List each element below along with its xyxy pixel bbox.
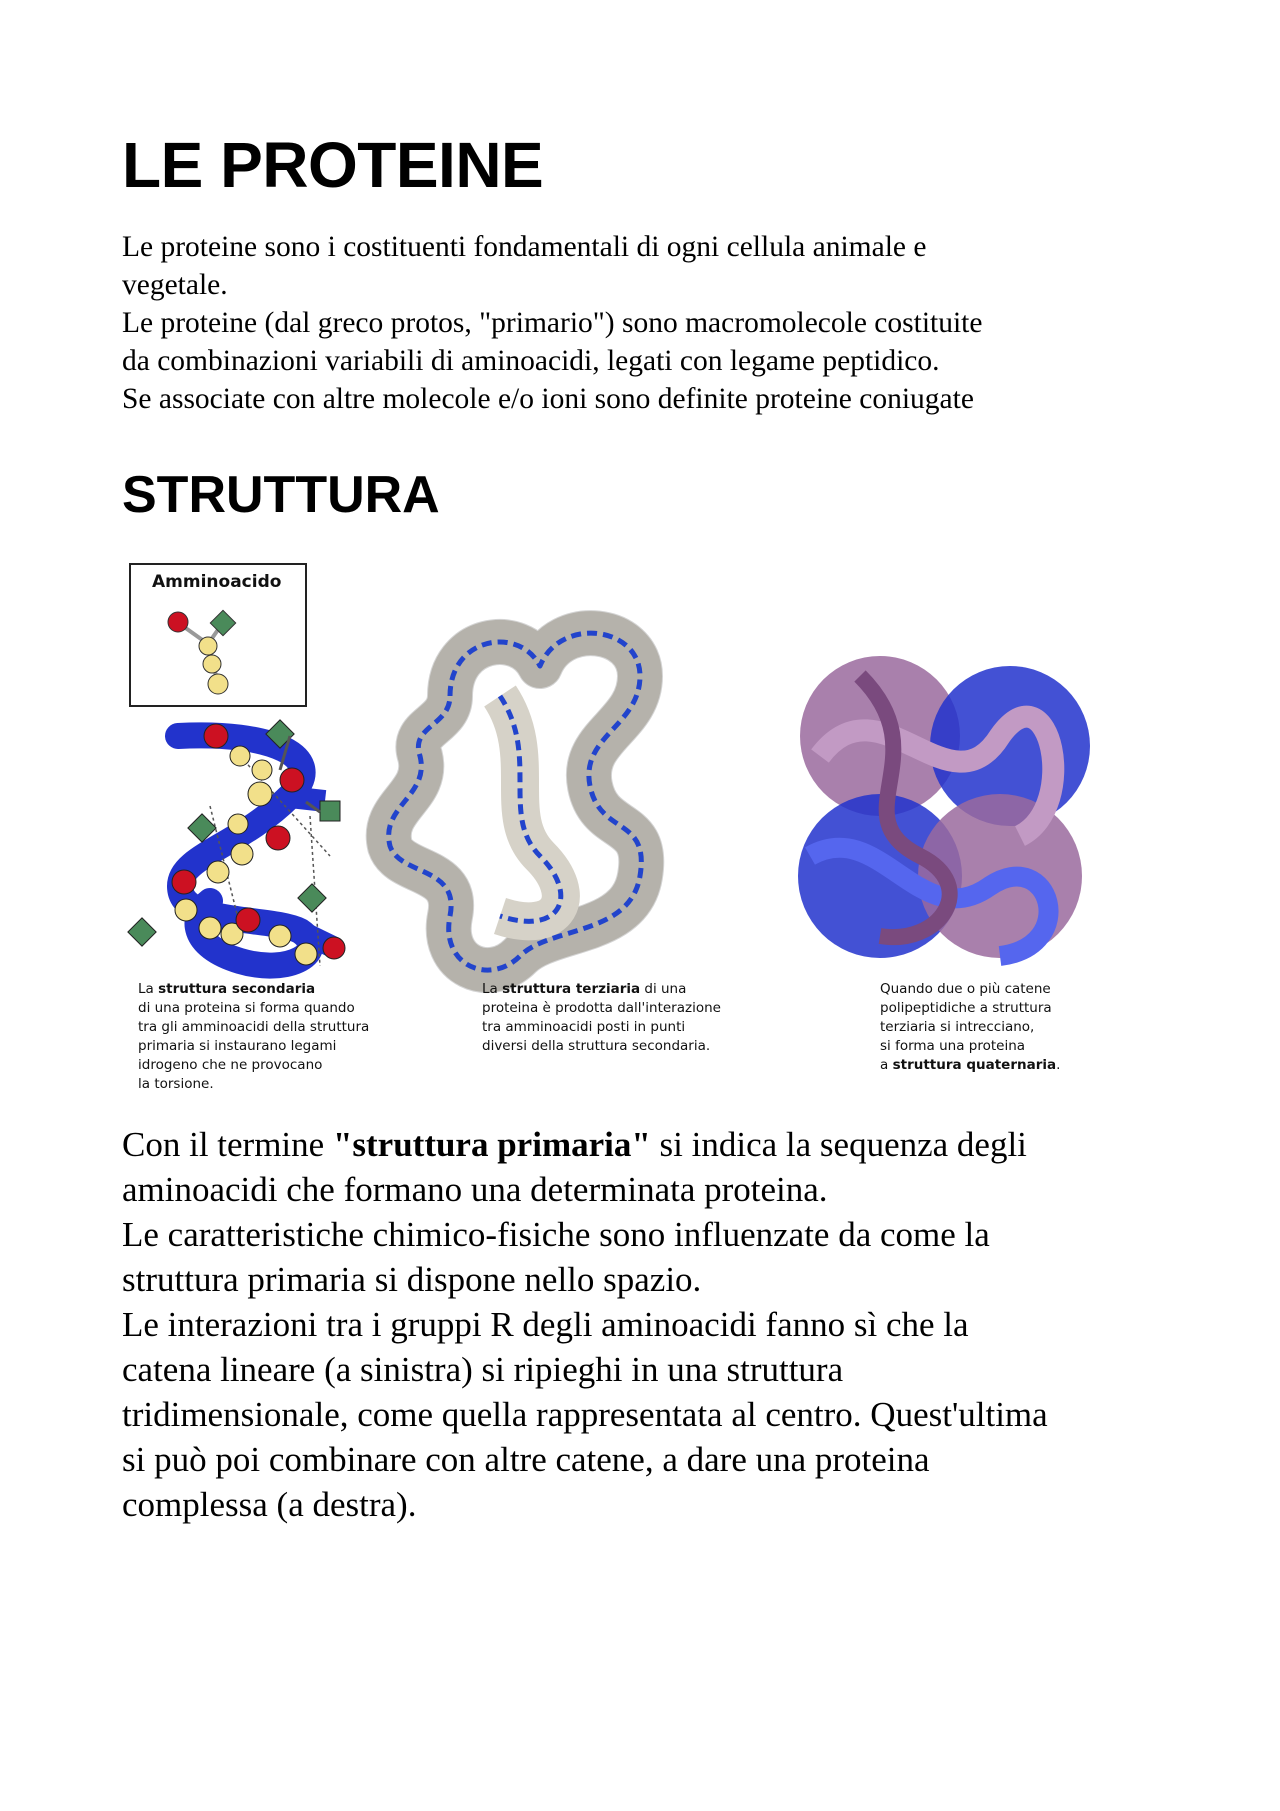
caption-quaternary-structure [880, 980, 1060, 1075]
intro-line: Se associate con altre molecole e/o ioni sono definite proteine coniugate [122, 383, 974, 415]
caption-line: idrogeno che ne provocano [138, 1057, 323, 1073]
caption-text: . [1056, 1057, 1061, 1073]
body-text-run: Con il termine [122, 1125, 333, 1164]
body-line: Le caratteristiche chimico-fisiche sono influenzate da come la [122, 1215, 990, 1254]
caption-bold: struttura quaternaria [892, 1057, 1057, 1073]
caption-line: terziaria si intrecciano, [880, 1019, 1035, 1035]
caption-text: La [482, 981, 503, 997]
caption-line: la torsione. [138, 1076, 214, 1092]
body-text [122, 1122, 1202, 1527]
intro-paragraph [122, 228, 1182, 418]
intro-line: Le proteine (dal greco protos, "primario") sono macromolecole costituite [122, 307, 983, 339]
body-line: tridimensionale, come quella rappresentata al centro. Quest'ultima [122, 1395, 1048, 1434]
body-bold-term: "struttura primaria" [332, 1125, 651, 1164]
intro-line: Le proteine sono i costituenti fondamentali di ogni cellula animale e [122, 231, 927, 263]
caption-bold: struttura secondaria [158, 981, 316, 997]
caption-text: di una [640, 981, 687, 997]
body-line [122, 1122, 1202, 1167]
body-line: si può poi combinare con altre catene, a dare una proteina [122, 1440, 930, 1479]
secondary-structure-helix [128, 720, 345, 966]
body-line: struttura primaria si dispone nello spazio. [122, 1260, 702, 1299]
caption-line: diversi della struttura secondaria. [482, 1038, 711, 1054]
body-line: catena lineare (a sinistra) si ripieghi in una struttura [122, 1350, 844, 1389]
caption-text: La [138, 981, 159, 997]
section-title: STRUTTURA [122, 466, 440, 524]
page-title: LE PROTEINE [122, 129, 544, 201]
body-line: Le interazioni tra i gruppi R degli aminoacidi fanno sì che la [122, 1305, 969, 1344]
caption-line: polipeptidiche a struttura [880, 1000, 1052, 1016]
caption-line: Quando due o più catene [880, 981, 1051, 997]
caption-line: tra gli amminoacidi della struttura [138, 1019, 370, 1035]
caption-line: tra amminoacidi posti in punti [482, 1019, 686, 1035]
quaternary-structure [798, 656, 1090, 958]
body-text-run: si indica la sequenza degli [650, 1125, 1027, 1164]
intro-line: vegetale. [122, 269, 228, 301]
caption-text: a [880, 1057, 893, 1073]
tertiary-structure [389, 633, 642, 970]
caption-line: proteina è prodotta dall'interazione [482, 1000, 721, 1016]
caption-line: di una proteina si forma quando [138, 1000, 355, 1016]
body-line: complessa (a destra). [122, 1485, 417, 1524]
caption-secondary-structure [138, 980, 369, 1094]
amino-acid-label: Amminoacido [152, 572, 282, 592]
caption-tertiary-structure [482, 980, 721, 1056]
protein-structure-figure [120, 556, 1168, 1101]
caption-line: primaria si instaurano legami [138, 1038, 337, 1054]
caption-bold: struttura terziaria [502, 981, 641, 997]
caption-line: si forma una proteina [880, 1038, 1026, 1054]
intro-line: da combinazioni variabili di aminoacidi, legati con legame peptidico. [122, 345, 940, 377]
body-line: aminoacidi che formano una determinata proteina. [122, 1170, 828, 1209]
